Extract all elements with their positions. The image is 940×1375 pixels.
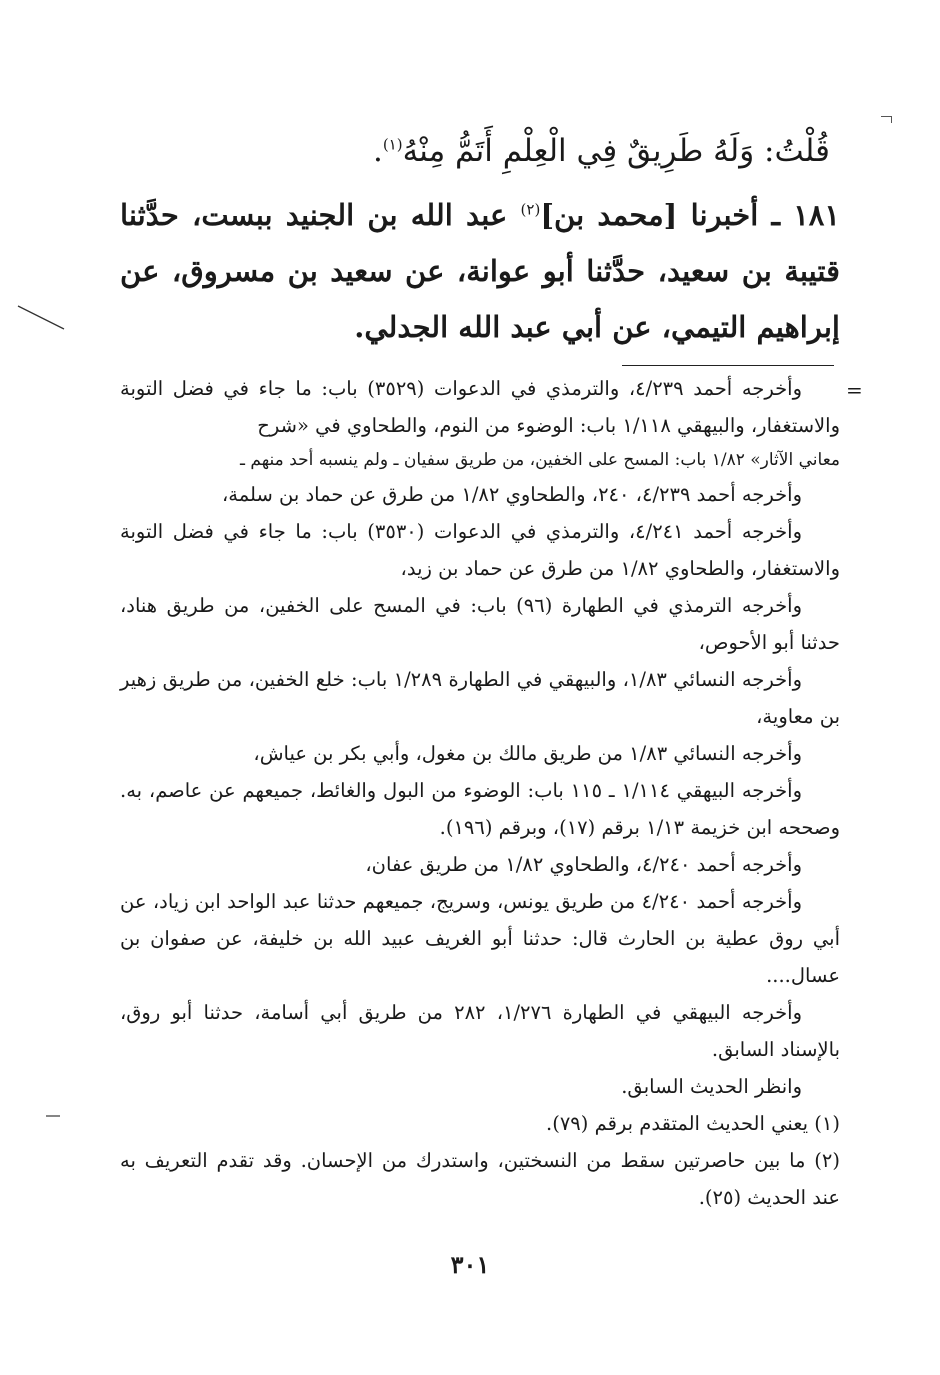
qult-line [120, 125, 840, 177]
note-paragraph: وأخرجه أحمد ٤/٢٤١، والترمذي في الدعوات (٣٥٣٠) باب: ما جاء في فضل التوبة والاستغفار، والطحاوي ١/٨٢ من طرق عن حماد بن زيد، [120, 520, 840, 580]
hadith-181 [120, 187, 840, 355]
footnote-separator [622, 365, 834, 366]
note-paragraph: وأخرجه أحمد ٤/٢٣٩، ٢٤٠، والطحاوي ١/٨٢ من طرق عن حماد بن سلمة، [221, 483, 802, 506]
margin-slash-mark [18, 306, 64, 329]
note-paragraph: وأخرجه أحمد ٤/٢٤٠ من طريق يونس، وسريج، جميعهم حدثنا عبد الواحد ابن زياد، عن أبي روق عطية بن الحارث قال: حدثنا أبو الغريف عبيد الله بن خليفة، عن صفوان بن عسال.... [120, 890, 840, 987]
note-paragraph: وأخرجه أحمد ٤/٢٣٩، والترمذي في الدعوات (٣٥٢٩) باب: ما جاء في فضل التوبة والاستغفار، والبيهقي ١/١١٨ باب: الوضوء من النوم، والطحاوي في «شرح [120, 377, 840, 437]
footnote-ref-1: (١) [382, 135, 403, 154]
note-paragraph: وأخرجه الترمذي في الطهارة (٩٦) باب: في المسح على الخفين، من طريق هناد، حدثنا أبو الأحوص، [120, 594, 840, 654]
footnotes-area [120, 370, 840, 1216]
page-number: ٣٠١ [450, 1250, 490, 1279]
continuation-mark: = [846, 378, 863, 402]
hadith-number: ١٨١ [793, 198, 840, 232]
note-paragraph: وأخرجه البيهقي في الطهارة ١/٢٧٦، ٢٨٢ من طريق أبي أسامة، حدثنا أبو روق، بالإسناد السابق. [120, 1001, 840, 1061]
hadith-part1: ـ أخبرنا [محمد بن] [540, 198, 780, 232]
main-text [120, 125, 840, 355]
footnote-2: (٢) ما بين حاصرتين سقط من النسختين، واستدرك من الإحسان. وقد تقدم التعريف به عند الحديث (٢٥). [120, 1149, 840, 1209]
note-paragraph: وأخرجه النسائي ١/٨٣، والبيهقي في الطهارة ١/٢٨٩ باب: خلع الخفين، من طريق زهير بن معاوية، [120, 668, 840, 728]
note-paragraph: وانظر الحديث السابق. [621, 1075, 802, 1098]
margin-pencil-marks [0, 0, 100, 1375]
note-paragraph: وأخرجه البيهقي ١/١١٤ ـ ١١٥ باب: الوضوء من البول والغائط، جميعهم عن عاصم، به. وصححه ابن خزيمة ١/١٣ برقم (١٧)، وبرقم (١٩٦). [120, 779, 840, 839]
note-paragraph: معاني الآثار» ١/٨٢ باب: المسح على الخفين، من طريق سفيان ـ ولم ينسبه أحد منهم ـ [240, 450, 840, 470]
footnote-ref-2: (٢) [520, 200, 541, 219]
note-paragraph: وأخرجه النسائي ١/٨٣ من طريق مالك بن مغول، وأبي بكر بن عياش، [253, 742, 802, 765]
hadith-part2: عبد الله بن الجنيد ببست، حدَّثنا قتيبة بن سعيد، حدَّثنا أبو عوانة، عن سعيد بن مسروق، عن إبراهيم التيمي، عن أبي عبد الله الجدلي. [120, 198, 840, 344]
corner-mark [881, 116, 892, 123]
footnote-1: (١) يعني الحديث المتقدم برقم (٧٩). [546, 1112, 840, 1135]
note-paragraph: وأخرجه أحمد ٤/٢٤٠، والطحاوي ١/٨٢ من طريق عفان، [365, 853, 802, 876]
qult-end: . [372, 133, 383, 169]
qult-text: قُلْتُ: وَلَهُ طَرِيقٌ فِي الْعِلْمِ أَتَمُّ مِنْهُ [402, 133, 830, 169]
